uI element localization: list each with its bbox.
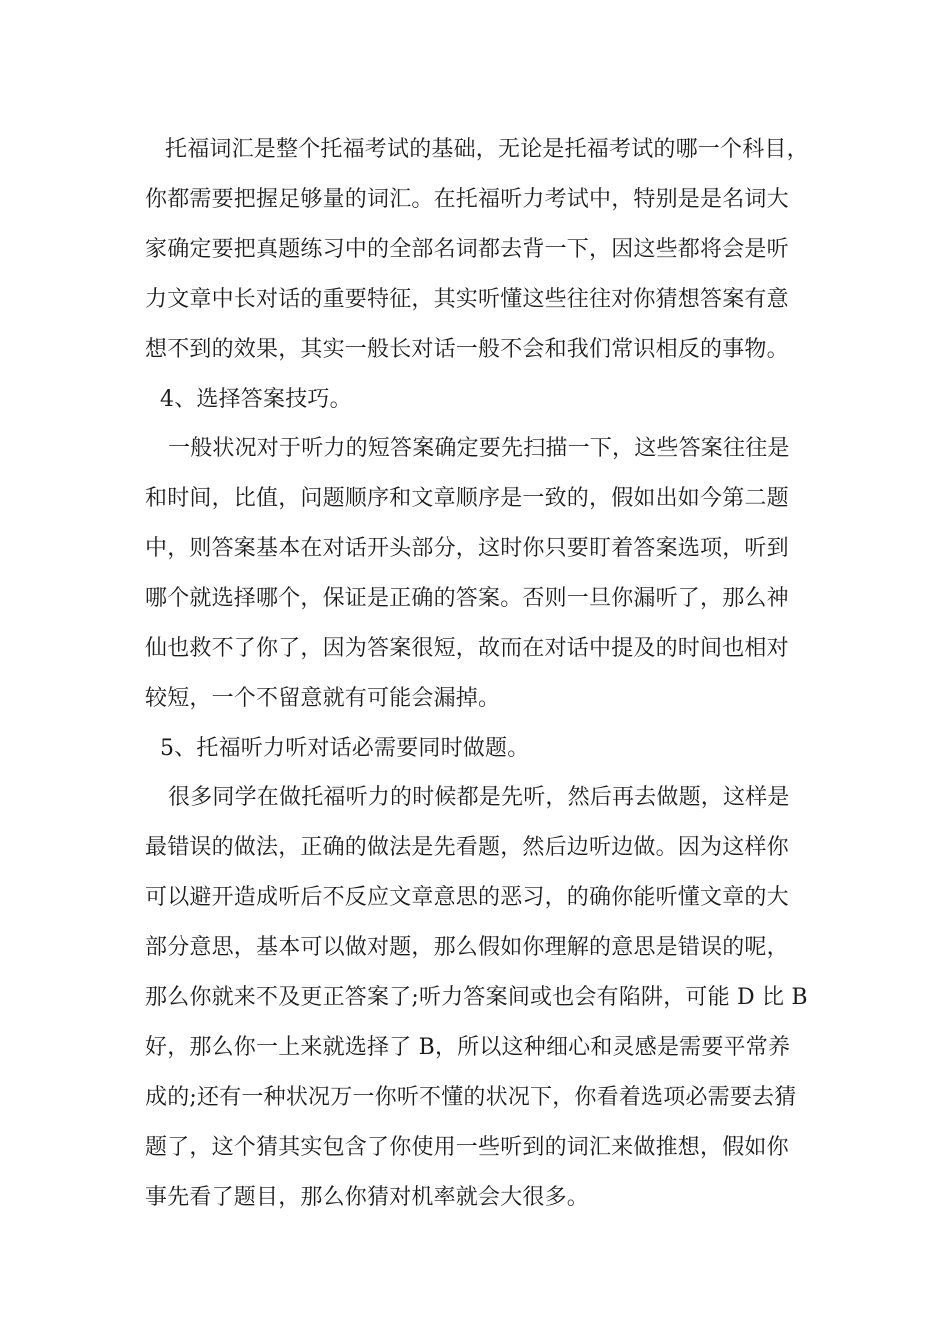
paragraph-3-line-9: 事先看了题目，那么你猜对机率就会大很多。: [145, 1185, 590, 1210]
section-heading-4: 4、选择答案技巧。: [160, 387, 352, 412]
paragraph-3-line-4: 部分意思，基本可以做对题，那么假如你理解的意思是错误的呢，: [145, 935, 789, 960]
paragraph-3-line-1: 很多同学在做托福听力的时候都是先听，然后再去做题，这样是: [168, 785, 790, 810]
paragraph-3-line-2: 最错误的做法，正确的做法是先看题，然后边听边做。因为这样你: [145, 835, 789, 860]
paragraph-2-line-1: 一般状况对于听力的短答案确定要先扫描一下，这些答案往往是: [168, 436, 790, 461]
paragraph-1-line-3: 家确定要把真题练习中的全部名词都去背一下，因这些都将会是听: [145, 237, 789, 262]
paragraph-2-line-5: 仙也救不了你了，因为答案很短，故而在对话中提及的时间也相对: [145, 636, 789, 661]
paragraph-3-line-7: 成的;还有一种状况万一你听不懂的状况下，你看着选项必需要去猜: [145, 1085, 797, 1110]
paragraph-3-line-3: 可以避开造成听后不反应文章意思的恶习，的确你能听懂文章的大: [145, 885, 789, 910]
paragraph-2-line-6: 较短，一个不留意就有可能会漏掉。: [145, 686, 501, 711]
paragraph-1-line-1: 托福词汇是整个托福考试的基础，无论是托福考试的哪一个科目，: [165, 137, 809, 162]
paragraph-3-line-6: 好，那么你一上来就选择了 B，所以这种细心和灵感是需要平常养: [145, 1035, 791, 1060]
paragraph-3-line-5: 那么你就来不及更正答案了;听力答案间或也会有陷阱，可能 D 比 B: [145, 985, 808, 1010]
paragraph-1-line-4: 力文章中长对话的重要特征，其实听懂这些往往对你猜想答案有意: [145, 287, 789, 312]
paragraph-1-line-5: 想不到的效果，其实一般长对话一般不会和我们常识相反的事物。: [145, 337, 789, 362]
paragraph-1-line-2: 你都需要把握足够量的词汇。在托福听力考试中，特别是是名词大: [145, 187, 789, 212]
paragraph-3-line-8: 题了，这个猜其实包含了你使用一些听到的词汇来做推想，假如你: [145, 1135, 789, 1160]
paragraph-2-line-3: 中，则答案基本在对话开头部分，这时你只要盯着答案选项，听到: [145, 536, 789, 561]
paragraph-2-line-2: 和时间，比值，问题顺序和文章顺序是一致的，假如出如今第二题: [145, 486, 789, 511]
paragraph-2-line-4: 哪个就选择哪个，保证是正确的答案。否则一旦你漏听了，那么神: [145, 586, 789, 611]
section-heading-5: 5、托福听力听对话必需要同时做题。: [160, 736, 530, 761]
